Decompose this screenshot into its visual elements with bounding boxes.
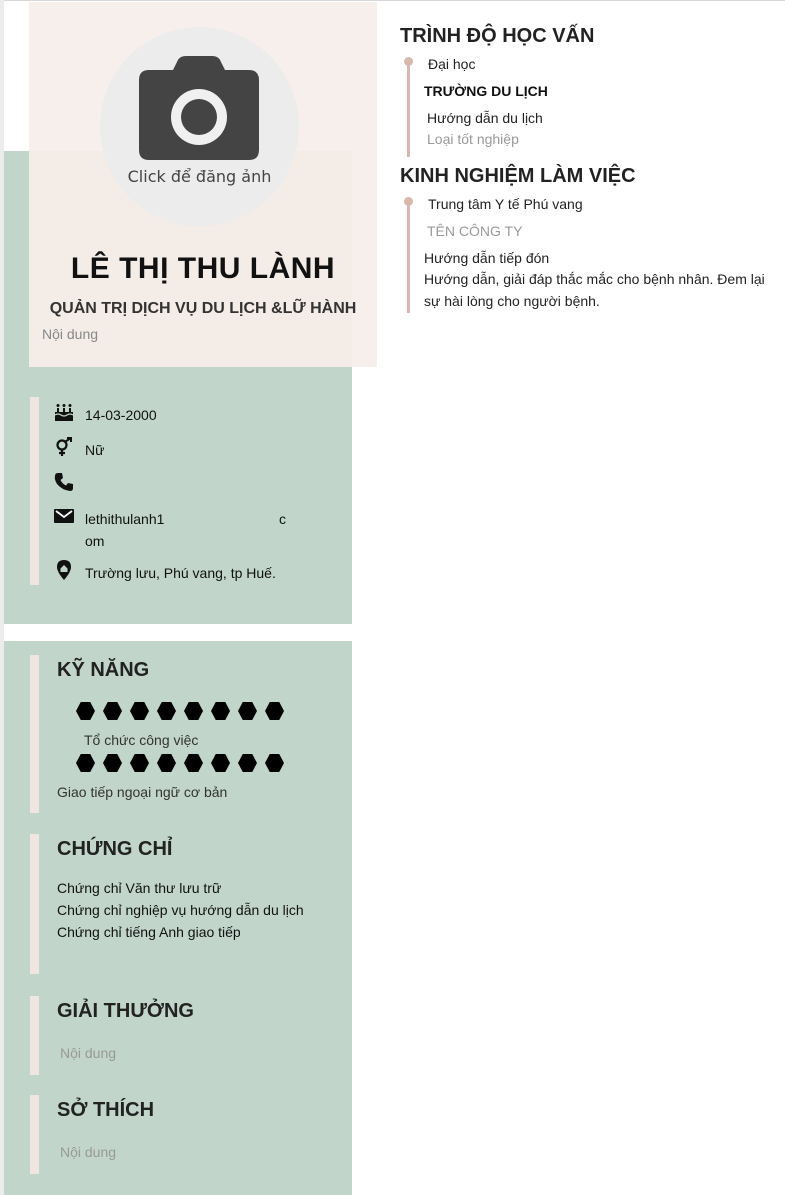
hobbies-placeholder[interactable]: Nội dung bbox=[60, 1144, 117, 1160]
awards-accent-bar bbox=[30, 996, 39, 1075]
skill-label[interactable]: Tổ chức công việc bbox=[84, 732, 199, 748]
camera-icon[interactable] bbox=[139, 56, 259, 160]
location-pin-icon bbox=[54, 560, 74, 580]
education-grade-placeholder[interactable]: Loại tốt nghiệp bbox=[427, 131, 519, 147]
awards-title: GIẢI THƯỞNG bbox=[57, 1000, 194, 1022]
education-major[interactable]: Hướng dẫn du lịch bbox=[427, 110, 543, 126]
awards-placeholder[interactable]: Nội dung bbox=[60, 1045, 117, 1061]
education-level[interactable]: Đại học bbox=[428, 56, 476, 72]
certificates-title: CHỨNG CHỈ bbox=[57, 838, 173, 860]
skill-level-dot[interactable] bbox=[184, 754, 203, 772]
address-value[interactable]: Trường lưu, Phú vang, tp Huế. bbox=[85, 565, 276, 581]
experience-timeline-dot bbox=[404, 197, 413, 206]
experience-company-placeholder[interactable]: TÊN CÔNG TY bbox=[427, 223, 523, 239]
certificates-accent-bar bbox=[30, 834, 39, 974]
education-timeline-line bbox=[407, 60, 410, 157]
skill-level-dot[interactable] bbox=[184, 702, 203, 720]
experience-timeline-line bbox=[407, 200, 410, 313]
page-top-border bbox=[0, 0, 785, 1]
gender-value[interactable]: Nữ bbox=[85, 442, 105, 458]
skill-level-dot[interactable] bbox=[211, 754, 230, 772]
skill-level-rating[interactable] bbox=[76, 702, 286, 722]
skill-level-dot[interactable] bbox=[103, 702, 122, 720]
hobbies-accent-bar bbox=[30, 1095, 39, 1174]
skill-level-dot[interactable] bbox=[76, 754, 95, 772]
birthday-value[interactable]: 14-03-2000 bbox=[85, 407, 157, 423]
email-value-line2[interactable]: om bbox=[85, 533, 105, 549]
education-timeline-dot bbox=[404, 57, 413, 66]
candidate-name: LÊ THỊ THU LÀNH bbox=[70, 252, 336, 285]
education-school[interactable]: TRƯỜNG DU LỊCH bbox=[424, 83, 548, 99]
skill-level-dot[interactable] bbox=[130, 702, 149, 720]
photo-upload-label[interactable]: Click để đăng ảnh bbox=[127, 167, 272, 186]
gender-icon bbox=[54, 437, 74, 457]
skill-level-dot[interactable] bbox=[157, 754, 176, 772]
skill-label[interactable]: Giao tiếp ngoại ngữ cơ bản bbox=[57, 784, 228, 800]
skill-level-dot[interactable] bbox=[211, 702, 230, 720]
job-title: QUẢN TRỊ DỊCH VỤ DU LỊCH &LỮ HÀNH bbox=[49, 300, 357, 317]
skill-level-dot[interactable] bbox=[238, 754, 257, 772]
certificate-item[interactable]: Chứng chỉ tiếng Anh giao tiếp bbox=[57, 924, 241, 940]
education-title: TRÌNH ĐỘ HỌC VẤN bbox=[400, 25, 595, 47]
skill-level-dot[interactable] bbox=[157, 702, 176, 720]
skill-level-rating[interactable] bbox=[76, 754, 286, 774]
skill-level-dot[interactable] bbox=[130, 754, 149, 772]
email-value-line1[interactable]: lethithulanh1 bbox=[85, 511, 165, 527]
certificate-item[interactable]: Chứng chỉ nghiệp vụ hướng dẫn du lịch bbox=[57, 902, 304, 918]
hobbies-title: SỞ THÍCH bbox=[57, 1099, 155, 1121]
experience-title: KINH NGHIỆM LÀM VIỆC bbox=[400, 165, 636, 187]
experience-position[interactable]: Hướng dẫn tiếp đón bbox=[424, 250, 550, 266]
skill-level-dot[interactable] bbox=[265, 702, 284, 720]
experience-description[interactable]: Hướng dẫn, giải đáp thắc mắc cho bệnh nhân. Đem lại sự hài lòng cho người bệnh. bbox=[424, 271, 765, 309]
email-icon bbox=[54, 506, 74, 526]
skills-title: KỸ NĂNG bbox=[57, 659, 150, 681]
phone-icon bbox=[54, 472, 74, 492]
certificate-item[interactable]: Chứng chỉ Văn thư lưu trữ bbox=[57, 880, 222, 896]
email-value-tail: c bbox=[279, 511, 286, 527]
skill-level-dot[interactable] bbox=[76, 702, 95, 720]
skill-level-dot[interactable] bbox=[103, 754, 122, 772]
contact-accent-bar bbox=[30, 397, 39, 585]
skills-accent-bar bbox=[30, 655, 39, 813]
cake-icon bbox=[54, 402, 74, 422]
skill-level-dot[interactable] bbox=[238, 702, 257, 720]
skill-level-dot[interactable] bbox=[265, 754, 284, 772]
experience-company[interactable]: Trung tâm Y tế Phú vang bbox=[428, 196, 583, 212]
summary-placeholder[interactable]: Nội dung bbox=[42, 326, 99, 342]
